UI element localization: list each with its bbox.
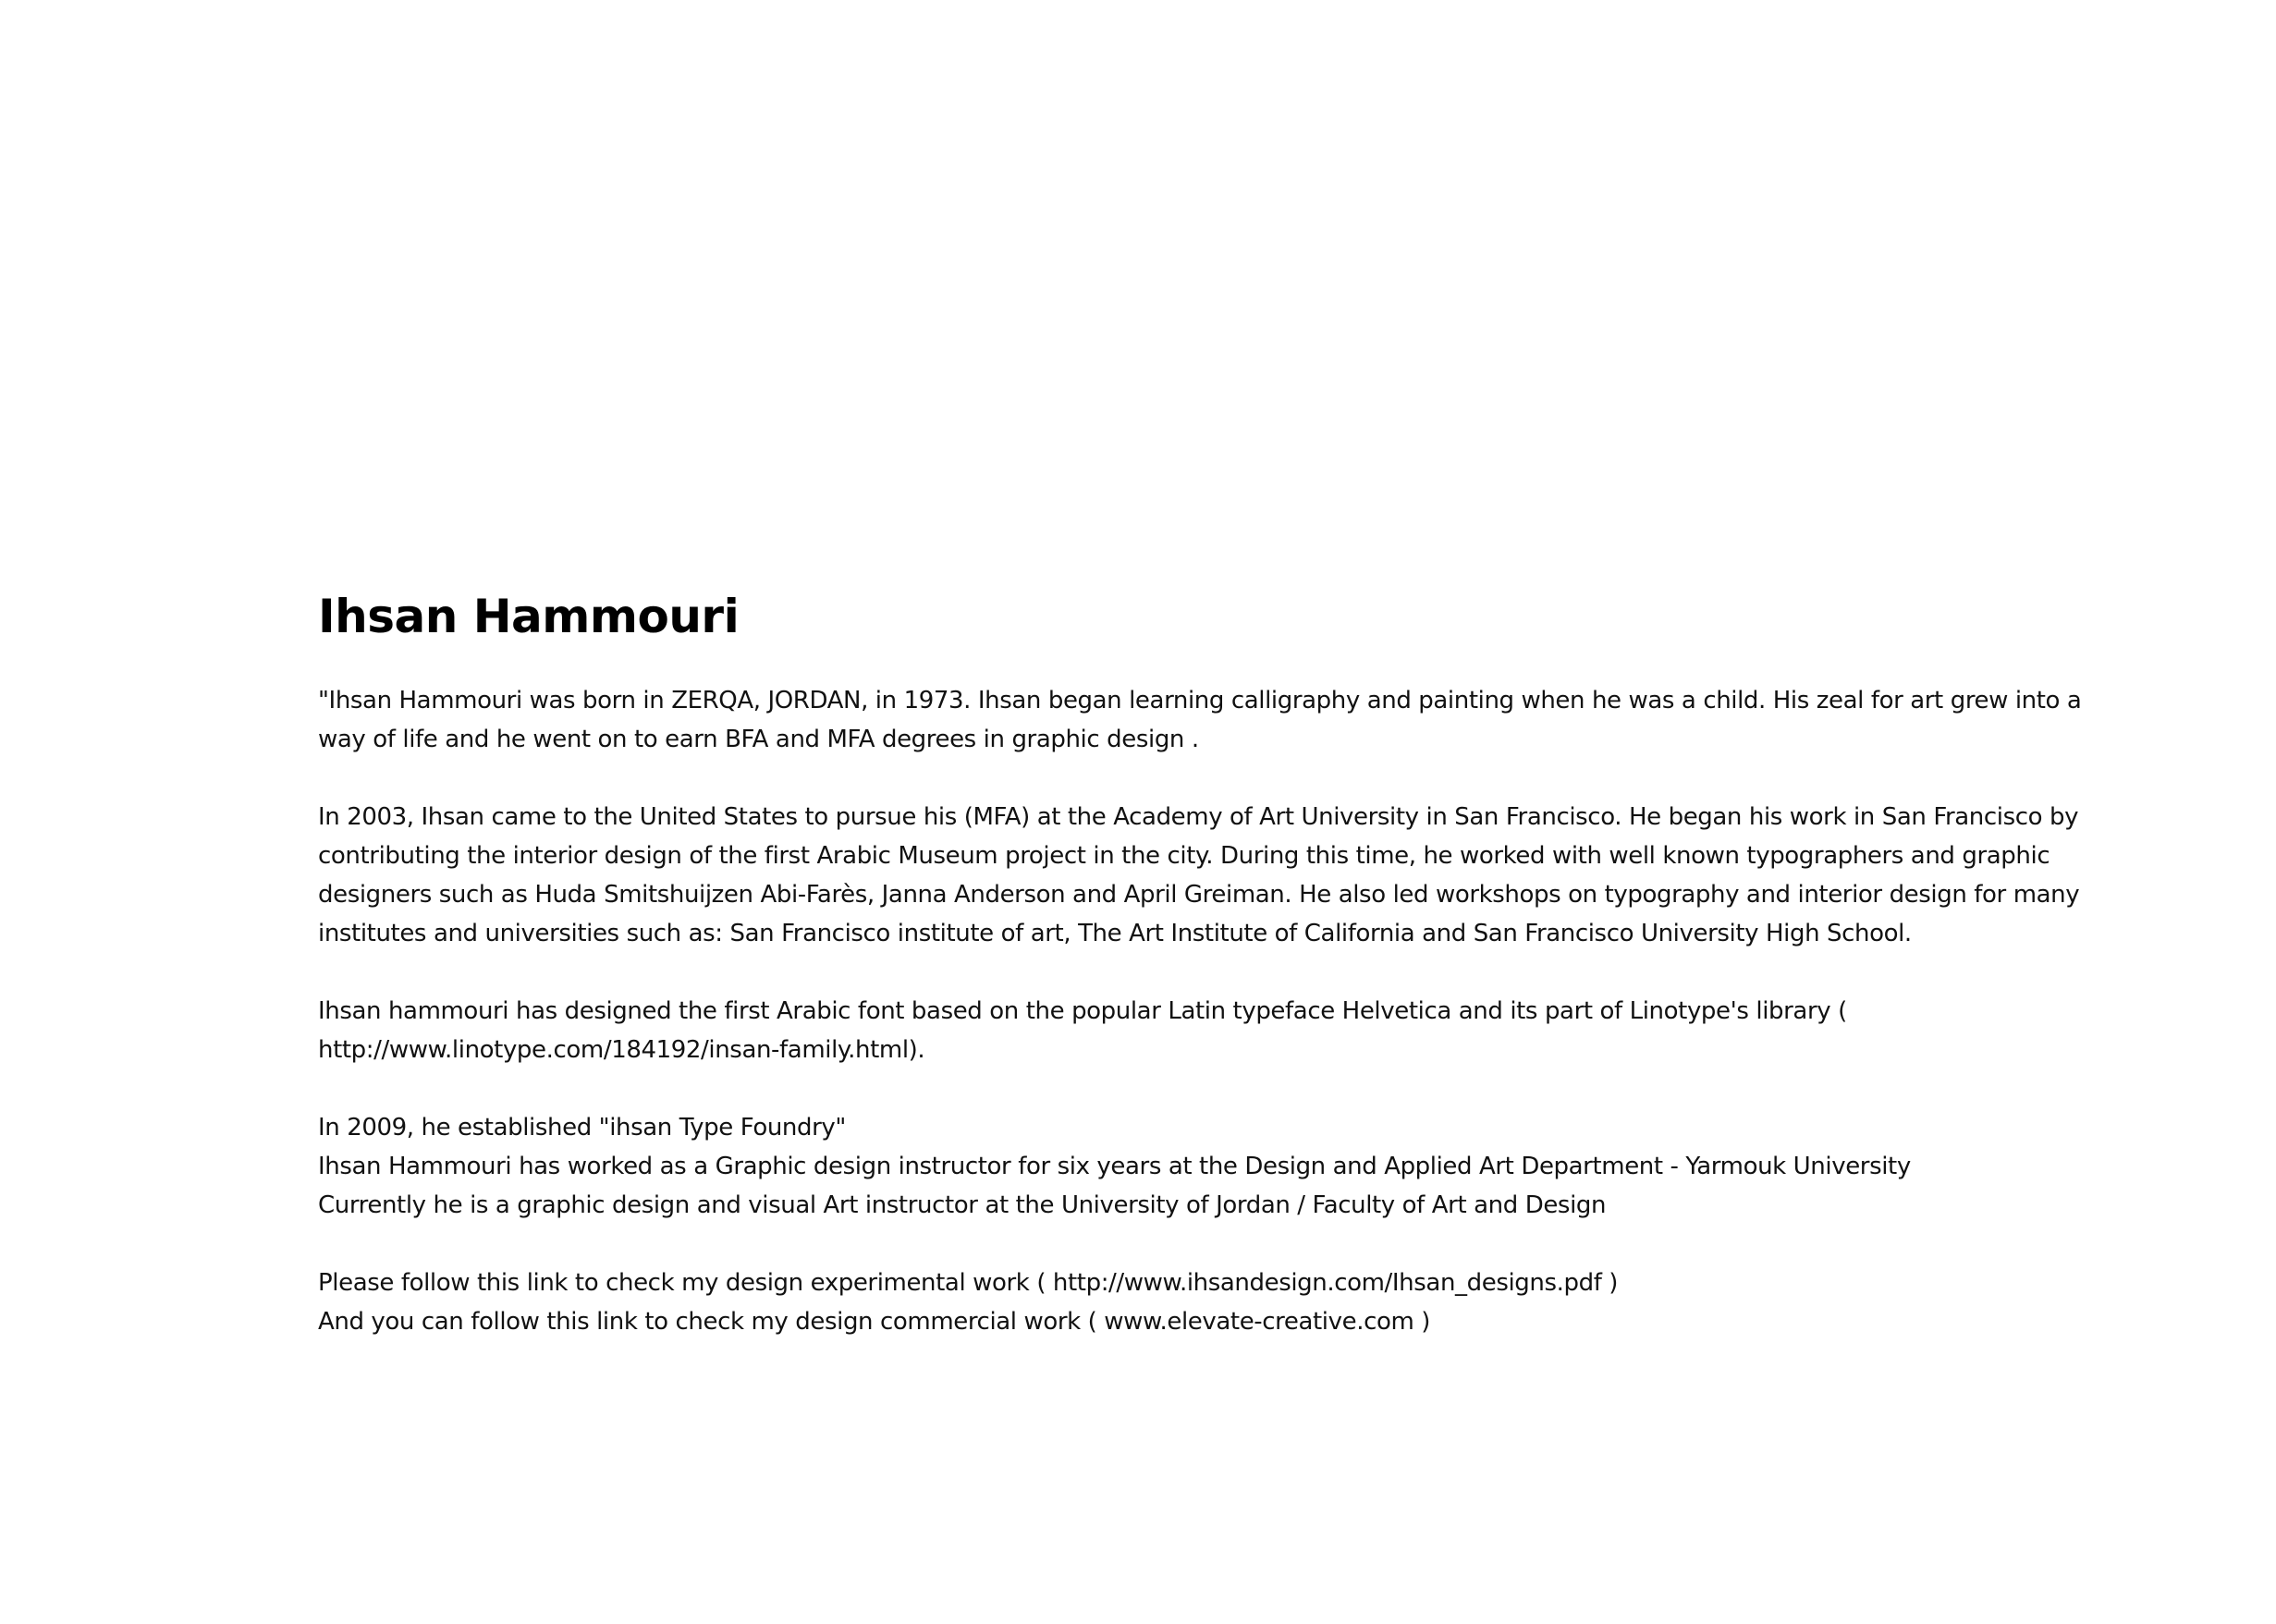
bio-paragraph-arabic-font: Ihsan hammouri has designed the first Arabic font based on the popular Latin typeface Helvetica and its part of Linotype's library ( http://www.linotype.com/184192/insan-family.html). [318, 997, 1847, 1064]
experimental-work-link-text: Please follow this link to check my design experimental work ( http://www.ihsandesign.com/Ihsan_designs.pdf ) [318, 1269, 1619, 1297]
page-title: Ihsan Hammouri [318, 590, 740, 643]
bio-paragraph-career [318, 1108, 2111, 1225]
bio-paragraph-links [318, 1264, 2111, 1341]
career-line-jordan: Currently he is a graphic design and visual Art instructor at the University of Jordan / Faculty of Art and Design [318, 1191, 1607, 1219]
bio-paragraph-san-francisco: In 2003, Ihsan came to the United States to pursue his (MFA) at the Academy of Art University in San Francisco. He began his work in San Francisco by contributing the interior design of the first Arabic Museum project in the city. During this time, he worked with well known typographers and graphic designers such as Huda Smitshuijzen Abi-Farès, Janna Anderson and April Greiman. He also led workshops on typography and interior design for many institutes and universities such as: San Francisco institute of art, The Art Institute of California and San Francisco University High School. [318, 803, 2080, 947]
bio-paragraph-early-life: "Ihsan Hammouri was born in ZERQA, JORDAN, in 1973. Ihsan began learning calligraphy and painting when he was a child. His zeal for art grew into a way of life and he went on to earn BFA and MFA degrees in graphic design . [318, 687, 2082, 753]
career-line-yarmouk: Ihsan Hammouri has worked as a Graphic design instructor for six years at the Design and Applied Art Department - Yarmouk University [318, 1153, 1911, 1180]
career-line-foundry: In 2009, he established "ihsan Type Foundry" [318, 1114, 846, 1142]
biography-section [318, 592, 2111, 1380]
commercial-work-link-text: And you can follow this link to check my design commercial work ( www.elevate-creative.com ) [318, 1308, 1431, 1336]
